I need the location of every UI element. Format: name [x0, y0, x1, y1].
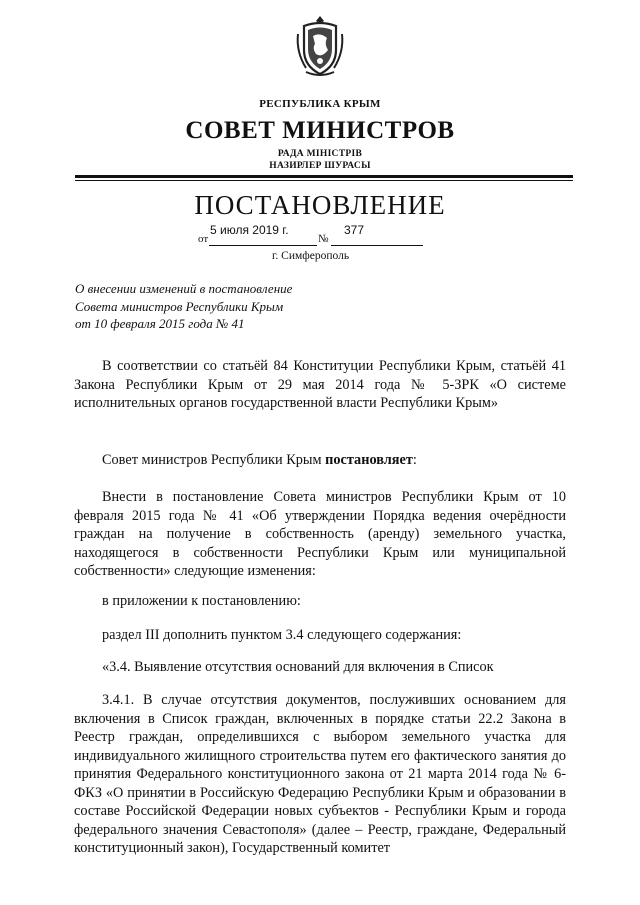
resolution-clause-lead: Совет министров Республики Крым: [102, 452, 326, 468]
resolution-clause: [102, 451, 566, 470]
preamble-paragraph: В соответствии со статьёй 84 Конституции Республики Крым, статьёй 41 Закона Республики Крым от 29 мая 2014 года № 5-ЗРК «О системе исполнительных органов государственной власти Республики Крым»: [74, 358, 566, 411]
header-divider-thick: [75, 175, 573, 178]
amendment-paragraph: Внести в постановление Совета министров Республики Крым от 10 февраля 2015 года № 41 «Об утверждении Порядка ведения очерёдности граждан на получение в собственность (аренду) земельного участка, находящегося в собственности Республики Крым или муниципальной собственности» следующие изменения:: [74, 489, 566, 579]
header-divider-thin: [75, 180, 573, 181]
appendix-paragraph: в приложении к постановлению:: [102, 593, 301, 609]
number-underline: [331, 245, 423, 246]
clause-text: 3.4.1. В случае отсутствия документов, послуживших основанием для включения в Список граждан, включенных в порядке статьи 22.2 Закона в Реестр граждан, определившихся с выбором земельного участка для индивидуального жилищного строительства путем его фактического занятия до принятия Федерального конституционного закона от 21 марта 2014 года № 6-ФКЗ «О принятии в Российскую Федерацию Республики Крым и образовании в составе Российской Федерации новых субъектов - Республики Крым и города федерального значения Севастополя» (далее – Реестр, граждане, Федеральный конституционный закон), Государственный комитет: [74, 692, 566, 856]
subject-line: от 10 февраля 2015 года № 41: [75, 316, 245, 331]
document-date: 5 июля 2019 г.: [210, 223, 289, 237]
resolution-clause-tail: :: [412, 452, 417, 468]
number-label: №: [318, 233, 329, 245]
resolution-verb: постановляет: [325, 452, 413, 468]
date-label: от: [198, 233, 209, 245]
crimea-coat-of-arms-emblem: [294, 14, 346, 78]
council-name-crimean-tatar: НАЗИРЛЕР ШУРАСЫ: [269, 161, 371, 171]
document-number: 377: [344, 223, 365, 237]
subject-line: Совета министров Республики Крым: [75, 298, 284, 314]
council-name-ukrainian: РАДА МІНІСТРІВ: [277, 149, 363, 159]
council-name: СОВЕТ МИНИСТРОВ: [185, 117, 455, 144]
date-underline: [209, 245, 317, 246]
clause-heading: «3.4. Выявление отсутствия оснований для включения в Список: [102, 659, 494, 675]
section-paragraph: раздел III дополнить пунктом 3.4 следующего содержания:: [102, 627, 462, 643]
region-name: РЕСПУБЛИКА КРЫМ: [259, 98, 381, 110]
document-subject: [75, 280, 395, 333]
document-city: г. Симферополь: [272, 250, 350, 262]
subject-line: О внесении изменений в постановление: [75, 281, 293, 296]
document-type-title: ПОСТАНОВЛЕНИЕ: [194, 190, 446, 220]
